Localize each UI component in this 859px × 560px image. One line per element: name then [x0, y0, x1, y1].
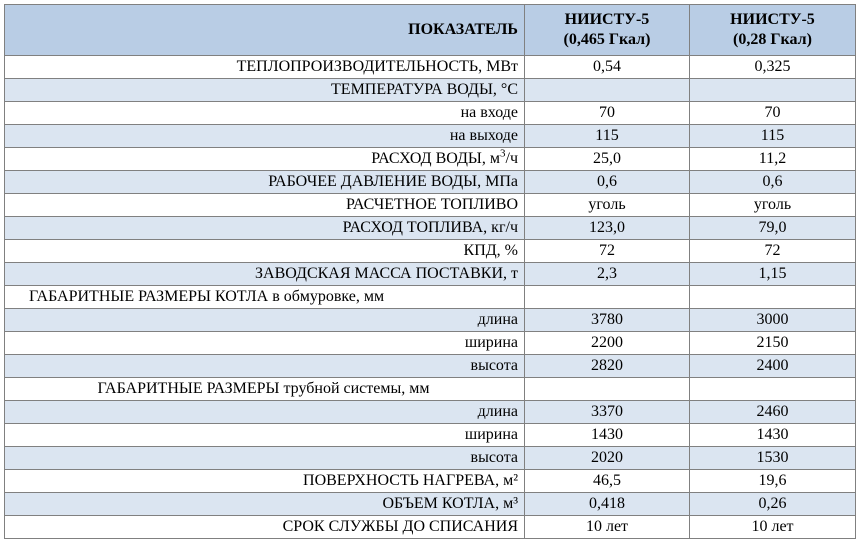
row-value-a: 3370: [525, 401, 690, 424]
row-label: ширина: [5, 332, 525, 355]
row-label-tail: /ч: [505, 150, 518, 167]
row-label: на входе: [5, 102, 525, 125]
table-row: [5, 148, 856, 171]
table-row: [5, 79, 856, 102]
row-label: высота: [5, 447, 525, 470]
row-value-a: 2020: [525, 447, 690, 470]
row-label: КПД, %: [5, 240, 525, 263]
row-label: ширина: [5, 424, 525, 447]
row-value-a: 3780: [525, 309, 690, 332]
row-value-b: 70: [690, 102, 856, 125]
row-value-b: 79,0: [690, 217, 856, 240]
table-row: [5, 516, 856, 539]
table-row: [5, 217, 856, 240]
row-value-a: 25,0: [525, 148, 690, 171]
row-label: ТЕПЛОПРОИЗВОДИТЕЛЬНОСТЬ, МВт: [5, 56, 525, 79]
row-value-a: уголь: [525, 194, 690, 217]
row-value-a: 123,0: [525, 217, 690, 240]
table-row: [5, 240, 856, 263]
table-row: [5, 309, 856, 332]
row-value-b: 10 лет: [690, 516, 856, 539]
row-value-b: 1530: [690, 447, 856, 470]
header-model-b-sub: (0,28 Гкал): [733, 31, 812, 48]
table-row: [5, 263, 856, 286]
table-row: [5, 424, 856, 447]
row-value-b: 2150: [690, 332, 856, 355]
header-model-b: [690, 5, 856, 56]
row-value-a: 10 лет: [525, 516, 690, 539]
row-label: ГАБАРИТНЫЕ РАЗМЕРЫ трубной системы, мм: [5, 378, 525, 401]
row-label: РАБОЧЕЕ ДАВЛЕНИЕ ВОДЫ, МПа: [5, 171, 525, 194]
row-value-a: 0,6: [525, 171, 690, 194]
row-label: РАСЧЕТНОЕ ТОПЛИВО: [5, 194, 525, 217]
table-row: [5, 286, 856, 309]
row-value-b: 72: [690, 240, 856, 263]
row-value-b: [690, 286, 856, 309]
row-label: СРОК СЛУЖБЫ ДО СПИСАНИЯ: [5, 516, 525, 539]
row-label: длина: [5, 401, 525, 424]
row-value-b: 0,26: [690, 493, 856, 516]
table-row: [5, 102, 856, 125]
row-value-a: 70: [525, 102, 690, 125]
row-label: ЗАВОДСКАЯ МАССА ПОСТАВКИ, т: [5, 263, 525, 286]
row-value-a: 46,5: [525, 470, 690, 493]
header-label: ПОКАЗАТЕЛЬ: [5, 5, 525, 56]
row-value-b: 11,2: [690, 148, 856, 171]
row-value-a: 2200: [525, 332, 690, 355]
row-value-b: 1,15: [690, 263, 856, 286]
row-value-b: 0,6: [690, 171, 856, 194]
row-value-a: 72: [525, 240, 690, 263]
row-value-b: 115: [690, 125, 856, 148]
row-value-b: [690, 378, 856, 401]
row-label: высота: [5, 355, 525, 378]
row-value-a: [525, 79, 690, 102]
table-row: [5, 125, 856, 148]
table-row: [5, 355, 856, 378]
table-row: [5, 194, 856, 217]
row-value-a: 0,54: [525, 56, 690, 79]
table-row: [5, 470, 856, 493]
row-value-b: 3000: [690, 309, 856, 332]
row-label-sup: 3: [500, 147, 506, 160]
row-value-b: 2460: [690, 401, 856, 424]
table-row: [5, 378, 856, 401]
row-label: РАСХОД ТОПЛИВА, кг/ч: [5, 217, 525, 240]
row-value-b: 2400: [690, 355, 856, 378]
row-value-b: 19,6: [690, 470, 856, 493]
header-model-a-sub: (0,465 Гкал): [563, 31, 651, 48]
row-value-b: 1430: [690, 424, 856, 447]
row-label: длина: [5, 309, 525, 332]
header-model-b-name: НИИСТУ-5: [730, 11, 815, 28]
row-label-main: РАСХОД ВОДЫ, м: [371, 150, 500, 167]
row-value-b: [690, 79, 856, 102]
table-row: [5, 171, 856, 194]
row-value-a: 0,418: [525, 493, 690, 516]
row-value-b: 0,325: [690, 56, 856, 79]
table-header-row: [5, 5, 856, 56]
table-row: [5, 332, 856, 355]
row-value-a: [525, 378, 690, 401]
row-label: [5, 148, 525, 171]
row-label: ГАБАРИТНЫЕ РАЗМЕРЫ КОТЛА в обмуровке, мм: [5, 286, 525, 309]
boiler-spec-table: [4, 4, 856, 539]
row-value-a: 115: [525, 125, 690, 148]
row-label: ПОВЕРХНОСТЬ НАГРЕВА, м²: [5, 470, 525, 493]
row-value-a: [525, 286, 690, 309]
row-label: на выходе: [5, 125, 525, 148]
header-model-a: [525, 5, 690, 56]
table-row: [5, 493, 856, 516]
row-value-a: 2820: [525, 355, 690, 378]
row-label: ТЕМПЕРАТУРА ВОДЫ, °С: [5, 79, 525, 102]
table-row: [5, 447, 856, 470]
table-row: [5, 401, 856, 424]
header-model-a-name: НИИСТУ-5: [564, 11, 650, 28]
row-label: ОБЪЕМ КОТЛА, м³: [5, 493, 525, 516]
row-value-b: уголь: [690, 194, 856, 217]
row-value-a: 2,3: [525, 263, 690, 286]
row-value-a: 1430: [525, 424, 690, 447]
table-row: [5, 56, 856, 79]
